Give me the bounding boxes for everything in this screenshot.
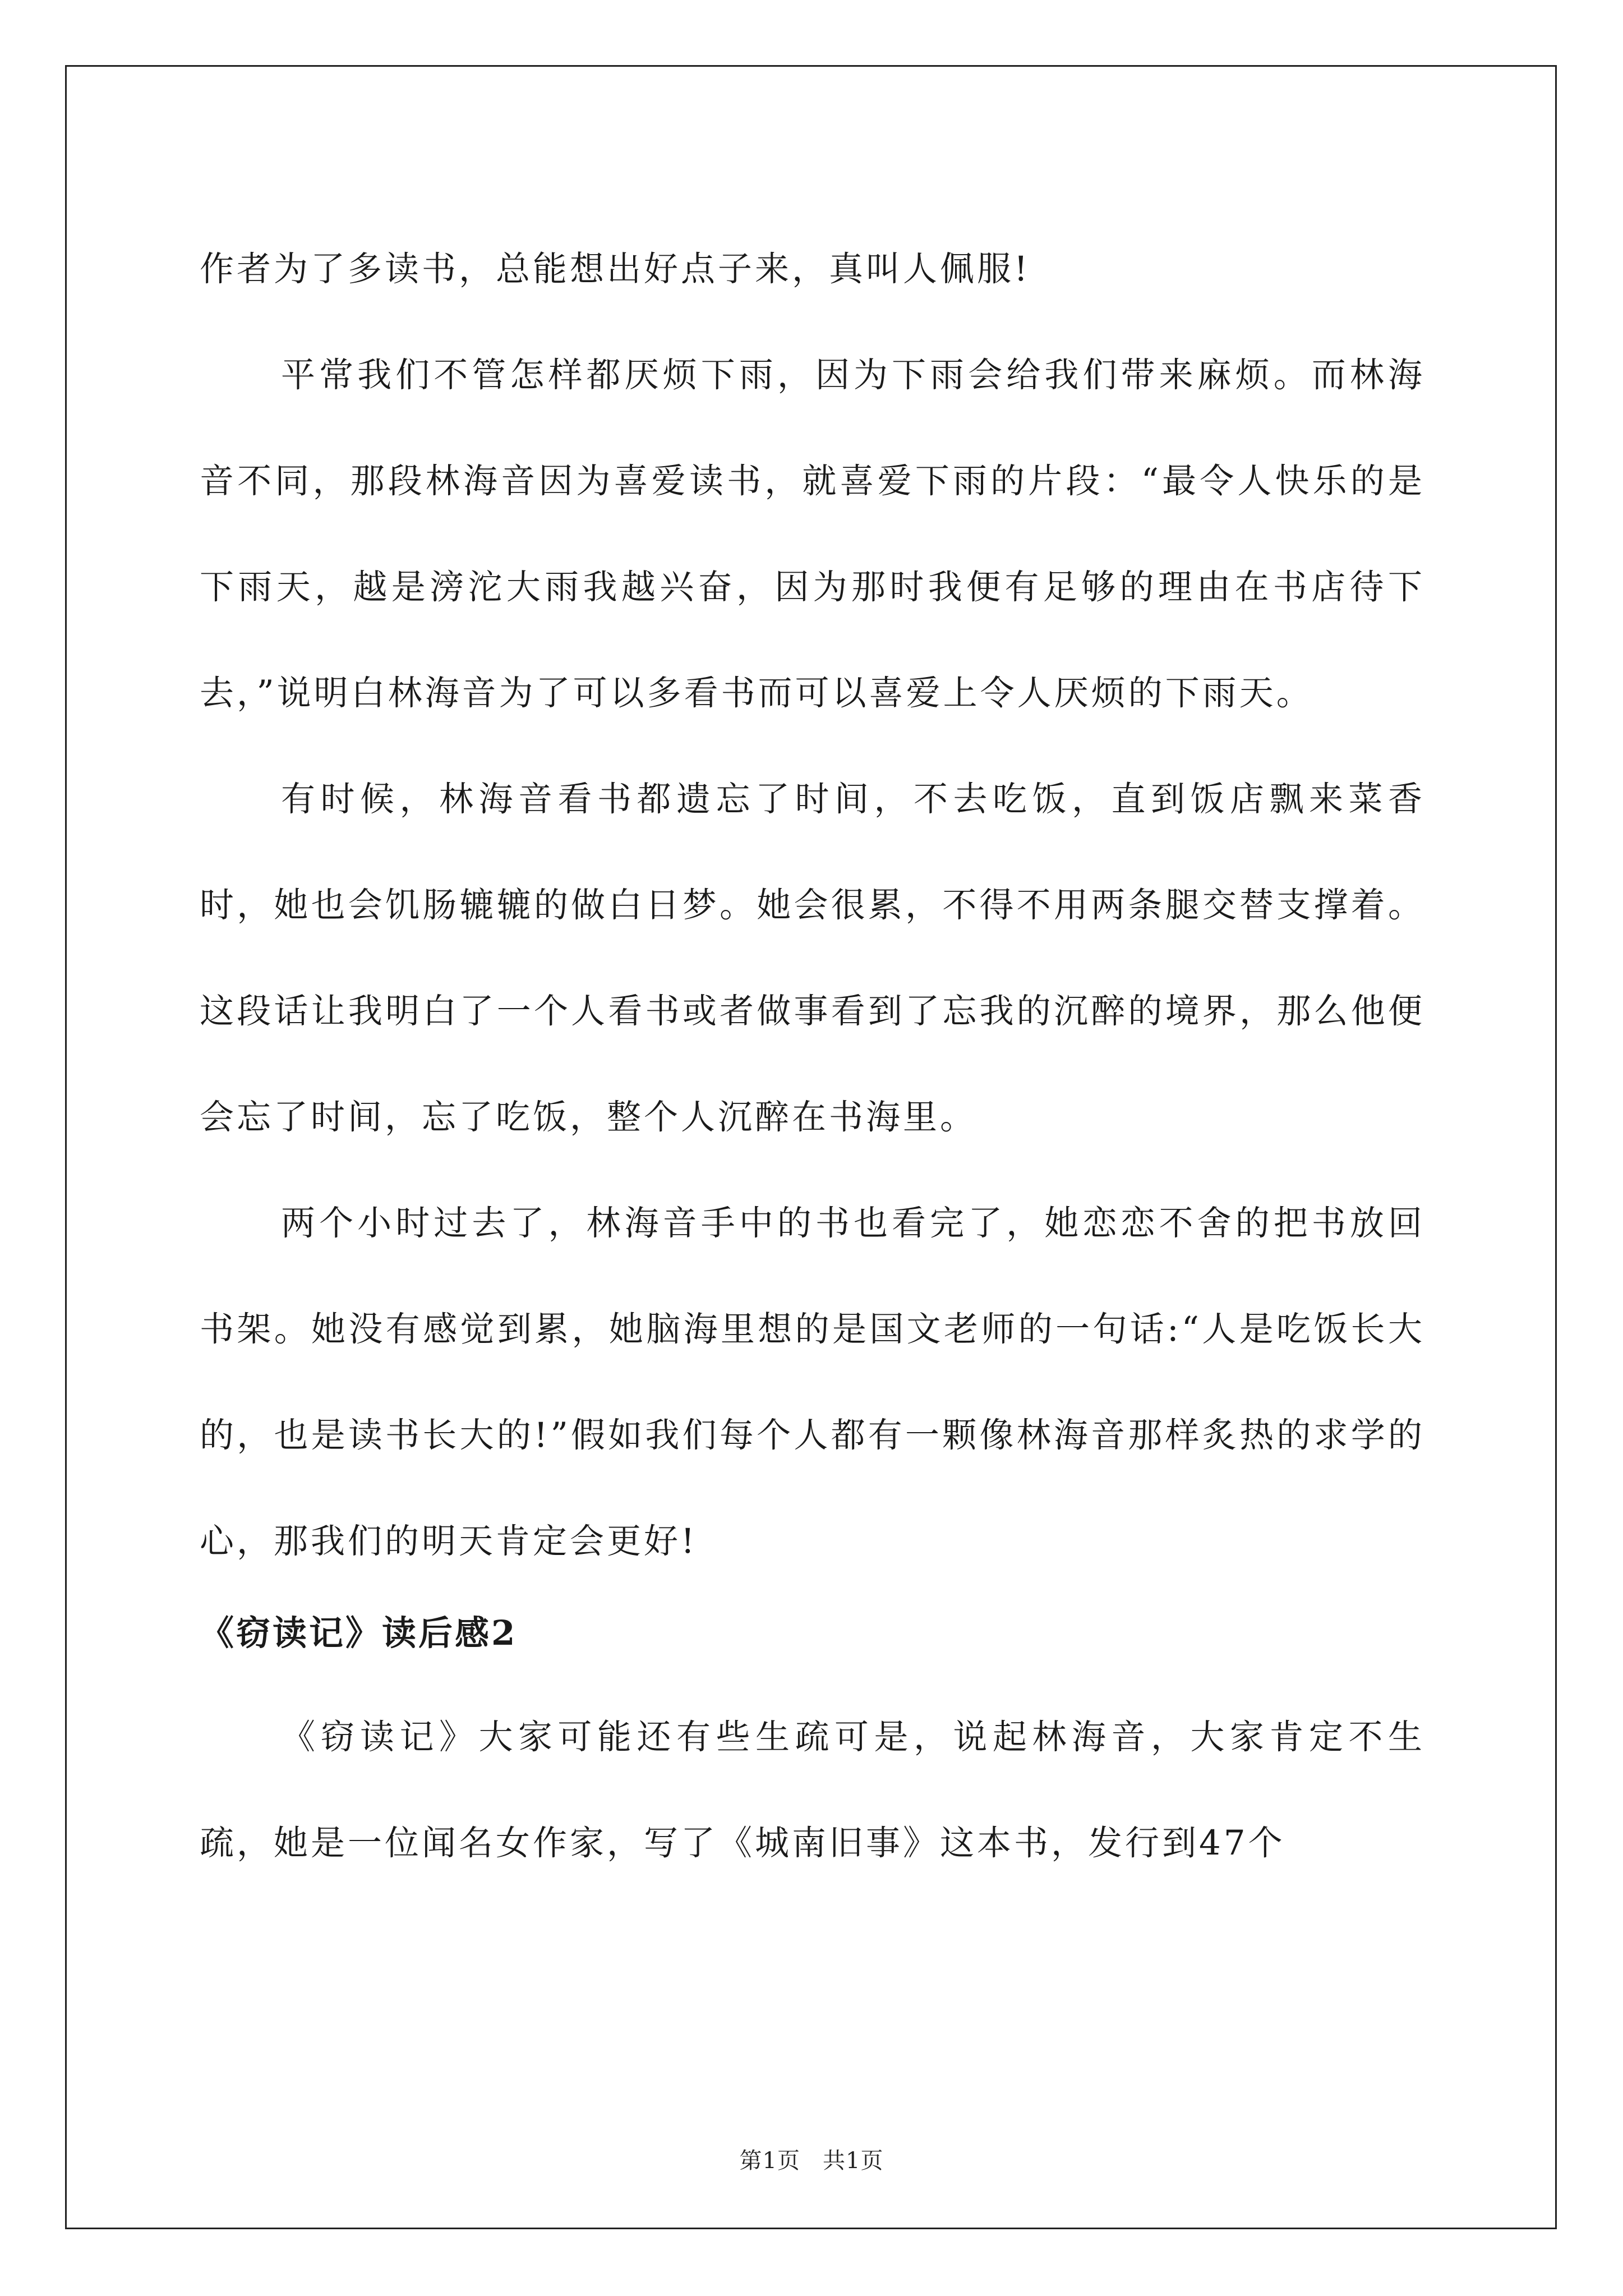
page-footer: [0, 2143, 1623, 2175]
page-total: 共1页: [823, 2148, 884, 2174]
document-body: [200, 216, 1425, 1896]
paragraph-4: 两个小时过去了，林海音手中的书也看完了，她恋恋不舍的把书放回书架。她没有感觉到累，她脑海里想的是国文老师的一句话:“人是吃饭长大的，也是读书长大的!”假如我们每个人都有一颗像林海音那样炙热的求学的心，那我们的明天肯定会更好!: [200, 1203, 1425, 1561]
page-number: 第1页: [739, 2148, 800, 2174]
section-heading: 《窃读记》读后感2: [200, 1613, 518, 1653]
paragraph-5: 《窃读记》大家可能还有些生疏可是，说起林海音，大家肯定不生疏，她是一位闻名女作家，写了《城南旧事》这本书，发行到47个: [200, 1717, 1425, 1863]
paragraph-3: 有时候，林海音看书都遗忘了时间，不去吃饭，直到饭店飘来菜香时，她也会饥肠辘辘的做白日梦。她会很累，不得不用两条腿交替支撑着。这段话让我明白了一个人看书或者做事看到了忘我的沉醉的境界，那么他便会忘了时间，忘了吃饭，整个人沉醉在书海里。: [200, 779, 1425, 1137]
paragraph-1: 作者为了多读书，总能想出好点子来，真叫人佩服!: [200, 249, 1031, 289]
paragraph-2: 平常我们不管怎样都厌烦下雨，因为下雨会给我们带来麻烦。而林海音不同，那段林海音因为喜爱读书，就喜爱下雨的片段：“最令人快乐的是下雨天，越是滂沱大雨我越兴奋，因为那时我便有足够的理由在书店待下去，”说明白林海音为了可以多看书而可以喜爱上令人厌烦的下雨天。: [200, 355, 1425, 713]
